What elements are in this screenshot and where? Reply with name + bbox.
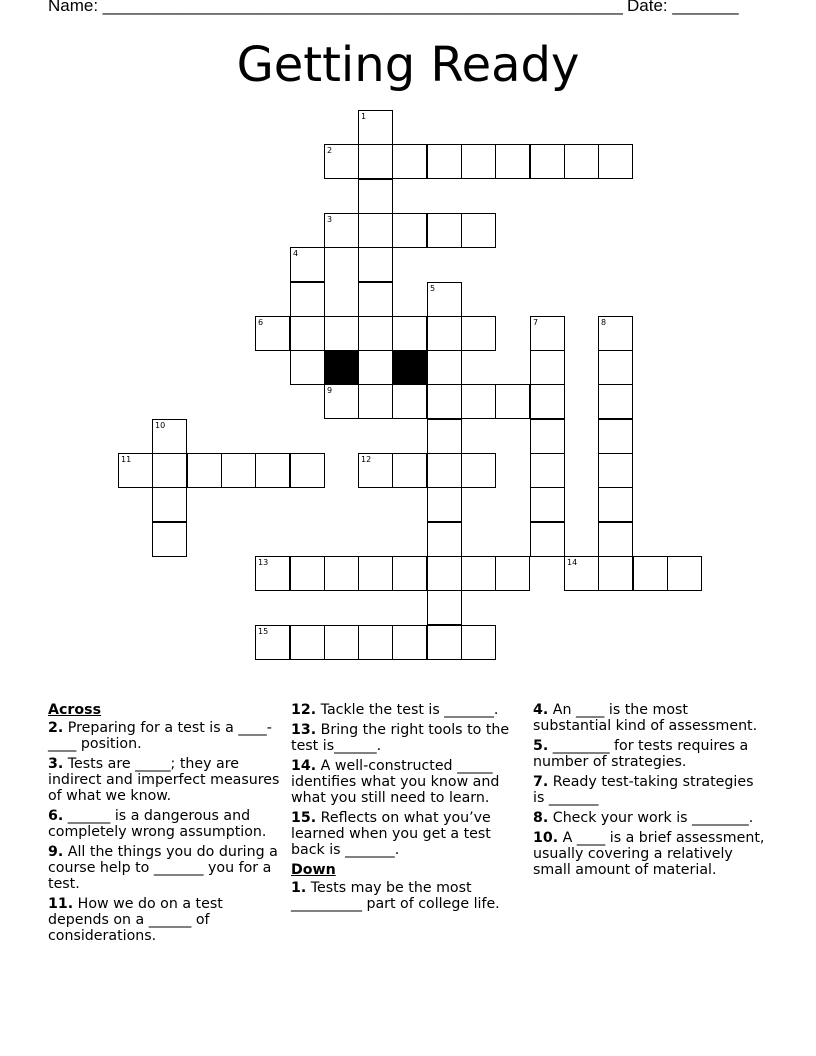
grid-cell[interactable] bbox=[358, 556, 393, 591]
grid-cell[interactable] bbox=[598, 350, 633, 385]
grid-cell[interactable] bbox=[667, 556, 702, 591]
clue-number: 13 bbox=[258, 558, 269, 567]
clue-number: 15 bbox=[258, 627, 269, 636]
grid-cell[interactable] bbox=[358, 179, 393, 214]
grid-cell[interactable] bbox=[392, 144, 427, 179]
grid-cell[interactable] bbox=[392, 453, 427, 488]
grid-cell[interactable] bbox=[598, 316, 633, 351]
grid-cell[interactable] bbox=[358, 144, 393, 179]
grid-cell[interactable] bbox=[392, 625, 427, 660]
grid-cell[interactable] bbox=[427, 590, 462, 625]
grid-cell[interactable] bbox=[427, 316, 462, 351]
down-heading: Down bbox=[291, 862, 336, 878]
clue-down-7: 7. Ready test-taking strategies is _______ bbox=[533, 774, 754, 806]
grid-cell[interactable] bbox=[427, 453, 462, 488]
clue-across-3: 3. Tests are _____; they are indirect and imperfect measures of what we know. bbox=[48, 756, 280, 804]
grid-cell[interactable] bbox=[290, 556, 325, 591]
grid-cell[interactable] bbox=[633, 556, 668, 591]
grid-cell[interactable] bbox=[427, 384, 462, 419]
grid-cell[interactable] bbox=[530, 350, 565, 385]
grid-cell[interactable] bbox=[564, 144, 599, 179]
grid-cell[interactable] bbox=[118, 453, 153, 488]
grid-cell[interactable] bbox=[255, 625, 290, 660]
grid-cell[interactable] bbox=[598, 384, 633, 419]
clues-column-1 bbox=[48, 702, 284, 948]
grid-cell[interactable] bbox=[495, 556, 530, 591]
grid-cell[interactable] bbox=[530, 144, 565, 179]
grid-cell[interactable] bbox=[358, 110, 393, 145]
grid-cell[interactable] bbox=[187, 453, 222, 488]
grid-cell[interactable] bbox=[427, 625, 462, 660]
clue-across-2: 2. Preparing for a test is a ____-____ position. bbox=[48, 720, 272, 752]
clue-down-8: 8. Check your work is ________. bbox=[533, 810, 754, 826]
grid-cell[interactable] bbox=[461, 144, 496, 179]
clue-across-14: 14. A well-constructed _____ identifies what you know and what you still need to learn. bbox=[291, 758, 500, 806]
grid-cell[interactable] bbox=[255, 556, 290, 591]
grid-cell[interactable] bbox=[152, 487, 187, 522]
grid-cell[interactable] bbox=[461, 384, 496, 419]
clue-across-9: 9. All the things you do during a course help to _______ you for a test. bbox=[48, 844, 278, 892]
grid-cell[interactable] bbox=[598, 453, 633, 488]
grid-cell[interactable] bbox=[598, 522, 633, 557]
clue-number: 11 bbox=[121, 455, 132, 464]
clue-across-11: 11. How we do on a test depends on a ______ of considerations. bbox=[48, 896, 223, 944]
clues-column-3 bbox=[533, 702, 769, 882]
grid-cell[interactable] bbox=[461, 316, 496, 351]
grid-cell[interactable] bbox=[598, 419, 633, 454]
clue-number: 1 bbox=[361, 112, 367, 121]
grid-cell[interactable] bbox=[152, 453, 187, 488]
grid-cell[interactable] bbox=[324, 625, 359, 660]
grid-cell[interactable] bbox=[530, 522, 565, 557]
grid-cell[interactable] bbox=[598, 487, 633, 522]
grid-cell[interactable] bbox=[427, 522, 462, 557]
grid-cell[interactable] bbox=[358, 625, 393, 660]
grid-cell[interactable] bbox=[358, 453, 393, 488]
grid-cell[interactable] bbox=[461, 453, 496, 488]
grid-cell[interactable] bbox=[152, 522, 187, 557]
grid-cell[interactable] bbox=[358, 247, 393, 282]
grid-cell[interactable] bbox=[358, 350, 393, 385]
grid-cell[interactable] bbox=[530, 419, 565, 454]
grid-cell[interactable] bbox=[290, 625, 325, 660]
grid-cell[interactable] bbox=[392, 556, 427, 591]
grid-cell[interactable] bbox=[221, 453, 256, 488]
grid-cell[interactable] bbox=[152, 419, 187, 454]
clue-number: 14 bbox=[567, 558, 578, 567]
grid-cell[interactable] bbox=[461, 213, 496, 248]
grid-cell[interactable] bbox=[255, 453, 290, 488]
grid-cell[interactable] bbox=[358, 282, 393, 317]
across-heading: Across bbox=[48, 702, 102, 718]
grid-cell[interactable] bbox=[324, 144, 359, 179]
grid-cell[interactable] bbox=[530, 384, 565, 419]
grid-cell[interactable] bbox=[324, 213, 359, 248]
clue-across-15: 15. Reflects on what you’ve learned when you get a test back is _______. bbox=[291, 810, 491, 858]
grid-cell[interactable] bbox=[461, 556, 496, 591]
clue-number: 4 bbox=[293, 249, 299, 258]
grid-cell[interactable] bbox=[392, 316, 427, 351]
clue-number: 12 bbox=[361, 455, 372, 464]
grid-cell[interactable] bbox=[495, 144, 530, 179]
grid-cell[interactable] bbox=[290, 247, 325, 282]
grid-cell[interactable] bbox=[290, 282, 325, 317]
grid-cell[interactable] bbox=[427, 419, 462, 454]
clue-across-12: 12. Tackle the test is _______. bbox=[291, 702, 499, 718]
grid-cell[interactable] bbox=[427, 487, 462, 522]
clue-number: 5 bbox=[430, 284, 436, 293]
grid-cell[interactable] bbox=[530, 453, 565, 488]
grid-cell[interactable] bbox=[324, 384, 359, 419]
clue-down-4: 4. An ____ is the most substantial kind of assessment. bbox=[533, 702, 758, 734]
grid-cell[interactable] bbox=[290, 350, 325, 385]
date-field: Date: _______ bbox=[627, 0, 739, 15]
grid-block bbox=[324, 350, 359, 385]
clue-number: 7 bbox=[533, 318, 539, 327]
grid-cell[interactable] bbox=[598, 556, 633, 591]
grid-cell[interactable] bbox=[358, 213, 393, 248]
clues-column-2 bbox=[291, 702, 527, 916]
clue-down-5: 5. ________ for tests requires a number of strategies. bbox=[533, 738, 749, 770]
clue-across-6: 6. ______ is a dangerous and completely wrong assumption. bbox=[48, 808, 267, 840]
grid-cell[interactable] bbox=[598, 144, 633, 179]
clue-across-13: 13. Bring the right tools to the test is______. bbox=[291, 722, 510, 754]
puzzle-title: Getting Ready bbox=[236, 37, 580, 93]
grid-cell[interactable] bbox=[392, 213, 427, 248]
grid-cell[interactable] bbox=[427, 213, 462, 248]
clue-number: 2 bbox=[327, 146, 333, 155]
grid-cell[interactable] bbox=[324, 316, 359, 351]
clue-down-10: 10. A ____ is a brief assessment, usually covering a relatively small amount of material. bbox=[533, 830, 765, 878]
grid-cell[interactable] bbox=[358, 316, 393, 351]
grid-cell[interactable] bbox=[290, 316, 325, 351]
grid-cell[interactable] bbox=[392, 384, 427, 419]
grid-cell[interactable] bbox=[427, 144, 462, 179]
clue-number: 8 bbox=[601, 318, 607, 327]
grid-cell[interactable] bbox=[564, 556, 599, 591]
clue-number: 10 bbox=[155, 421, 166, 430]
grid-cell[interactable] bbox=[530, 316, 565, 351]
clue-number: 9 bbox=[327, 386, 333, 395]
grid-cell[interactable] bbox=[255, 316, 290, 351]
clue-number: 6 bbox=[258, 318, 264, 327]
grid-cell[interactable] bbox=[358, 384, 393, 419]
grid-cell[interactable] bbox=[427, 350, 462, 385]
grid-block bbox=[392, 350, 427, 385]
clue-down-1: 1. Tests may be the most __________ part of college life. bbox=[291, 880, 500, 912]
grid-cell[interactable] bbox=[324, 556, 359, 591]
clue-number: 3 bbox=[327, 215, 333, 224]
grid-cell[interactable] bbox=[427, 556, 462, 591]
grid-cell[interactable] bbox=[461, 625, 496, 660]
grid-cell[interactable] bbox=[530, 487, 565, 522]
grid-cell[interactable] bbox=[290, 453, 325, 488]
grid-cell[interactable] bbox=[427, 282, 462, 317]
grid-cell[interactable] bbox=[495, 384, 530, 419]
name-field: Name: _______________________________________________________ bbox=[48, 0, 623, 15]
